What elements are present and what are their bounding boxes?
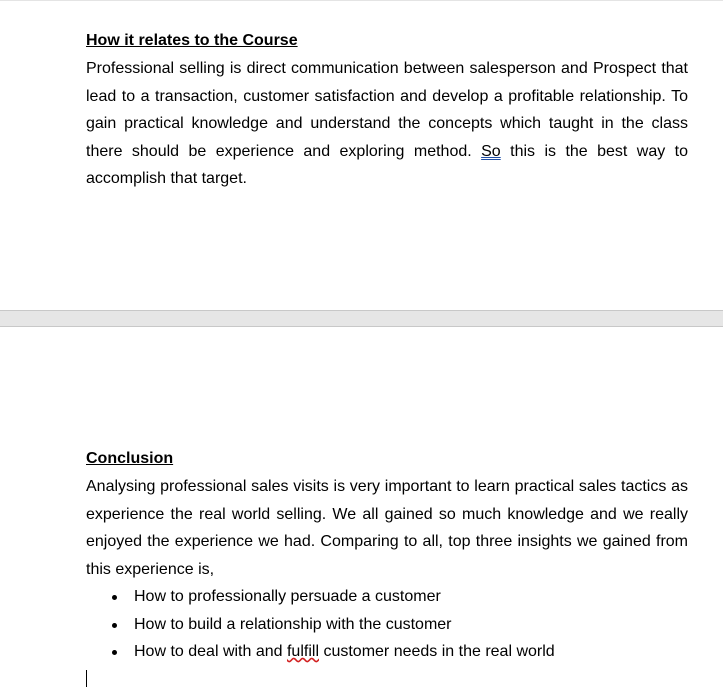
list-item-text-start: How to deal with and [134,643,287,660]
list-item[interactable] [86,638,688,666]
bullet-icon [112,595,117,600]
paragraph-course-relation[interactable] [86,55,688,193]
section-heading-course[interactable]: How it relates to the Course [86,32,298,49]
list-item-text: How to build a relationship with the customer [134,615,452,633]
page-break-gap [0,310,723,327]
list-item[interactable] [86,611,688,639]
list-item[interactable] [86,583,688,611]
list-item-text-end: customer needs in the real world [319,643,555,660]
paragraph-course-text-start: Professional selling is direct communication between salesperson and Prospect that lead to a transaction, customer satisfaction and develop a profitable relationship. To gain practical knowledge and understand the concepts which taught in the class there should be experience and exploring method. [86,60,688,160]
list-item-text: How to professionally persuade a customer [134,588,441,605]
grammar-flagged-word[interactable]: So [481,142,501,160]
bullet-icon [112,623,117,628]
section-heading-conclusion[interactable]: Conclusion [86,450,174,467]
paragraph-course-text-end: this is the best way to accomplish that target. [86,142,689,187]
insights-bullet-list [86,583,688,666]
paragraph-conclusion[interactable]: Analysing professional sales visits is very important to learn practical sales tactics as experience the real world selling. We all gained so much knowledge and we really enjoyed the experience we had. Comparing to all, top three insights we gained from this experience is, [86,478,688,578]
bullet-icon [112,650,117,655]
text-cursor [86,670,87,687]
spelling-flagged-word[interactable]: fulfill [286,643,319,660]
